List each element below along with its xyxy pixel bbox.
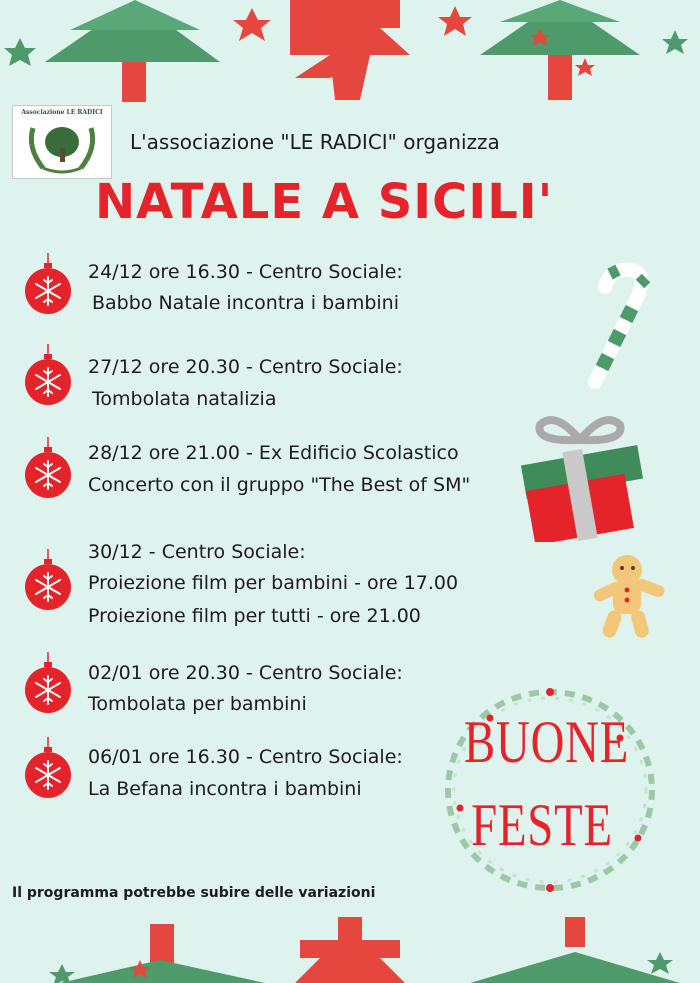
event-3-what: Concerto con il gruppo "The Best of SM" (88, 474, 471, 496)
event-1-when: 24/12 ore 16.30 - Centro Sociale: (88, 261, 403, 283)
candy-cane-icon (580, 262, 670, 392)
event-4-what: Proiezione film per bambini - ore 17.00 (88, 572, 459, 594)
gift-icon (515, 410, 645, 542)
ornament-icon (23, 344, 73, 408)
footer-note: Il programma potrebbe subire delle variazioni (12, 885, 376, 901)
ornament-icon (23, 437, 73, 501)
event-5-when: 02/01 ore 20.30 - Centro Sociale: (88, 662, 403, 684)
ornament-icon (23, 549, 73, 613)
tree-emblem-icon (13, 118, 111, 176)
association-logo (12, 105, 112, 179)
event-2-when: 27/12 ore 20.30 - Centro Sociale: (88, 356, 403, 378)
page-title: NATALE A SICILI' (95, 174, 554, 230)
event-1-what: Babbo Natale incontra i bambini (92, 292, 399, 314)
greeting-line-2: FESTE (471, 792, 613, 858)
event-6-what: La Befana incontra i bambini (88, 778, 362, 800)
logo-text: Associazione LE RADICI (21, 109, 103, 116)
bottom-decoration (0, 912, 700, 983)
event-5-what: Tombolata per bambini (88, 693, 307, 715)
intro-text: L'associazione "LE RADICI" organizza (130, 130, 500, 154)
greeting-line-1: BUONE (464, 709, 630, 775)
ornament-icon (23, 253, 73, 317)
event-4-when: 30/12 - Centro Sociale: (88, 541, 306, 563)
event-3-when: 28/12 ore 21.00 - Ex Edificio Scolastico (88, 442, 459, 464)
ornament-icon (23, 652, 73, 716)
event-6-when: 06/01 ore 16.30 - Centro Sociale: (88, 746, 403, 768)
event-2-what: Tombolata natalizia (92, 388, 277, 410)
ornament-icon (23, 737, 73, 801)
event-4-extra: Proiezione film per tutti - ore 21.00 (88, 605, 421, 627)
top-decoration (0, 0, 700, 105)
gingerbread-icon (585, 552, 670, 644)
